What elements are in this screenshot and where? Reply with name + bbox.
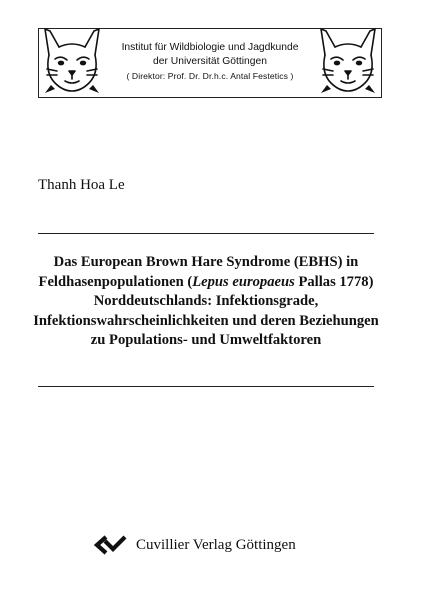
- lynx-head-icon: [317, 25, 379, 95]
- university-name: der Universität Göttingen: [153, 56, 267, 67]
- institute-name: Institut für Wildbiologie und Jagdkunde: [121, 42, 299, 53]
- institute-text: [107, 41, 313, 83]
- divider-top: [38, 233, 374, 234]
- title-part-1: Das European Brown Hare Syndrome (EBHS) in Feldhasenpopulationen (: [38, 254, 359, 290]
- species-name: Lepus europaeus: [192, 273, 295, 290]
- publisher: [92, 533, 296, 557]
- book-title: [28, 253, 384, 351]
- cuvillier-logo-icon: [92, 534, 128, 556]
- lynx-head-icon: [41, 25, 103, 95]
- director-line: ( Direktor: Prof. Dr. Dr.h.c. Antal Festetics ): [126, 71, 294, 81]
- divider-bottom: [38, 386, 374, 387]
- author-name: Thanh Hoa Le: [38, 177, 125, 193]
- publisher-name: Cuvillier Verlag Göttingen: [136, 536, 296, 553]
- title-part-2: Pallas 1778) Norddeutschlands: Infektionsgrade, Infektionswahrscheinlichkeiten und deren Beziehungen zu Populations- und Umweltfaktoren: [33, 273, 379, 348]
- institute-header: [38, 28, 382, 98]
